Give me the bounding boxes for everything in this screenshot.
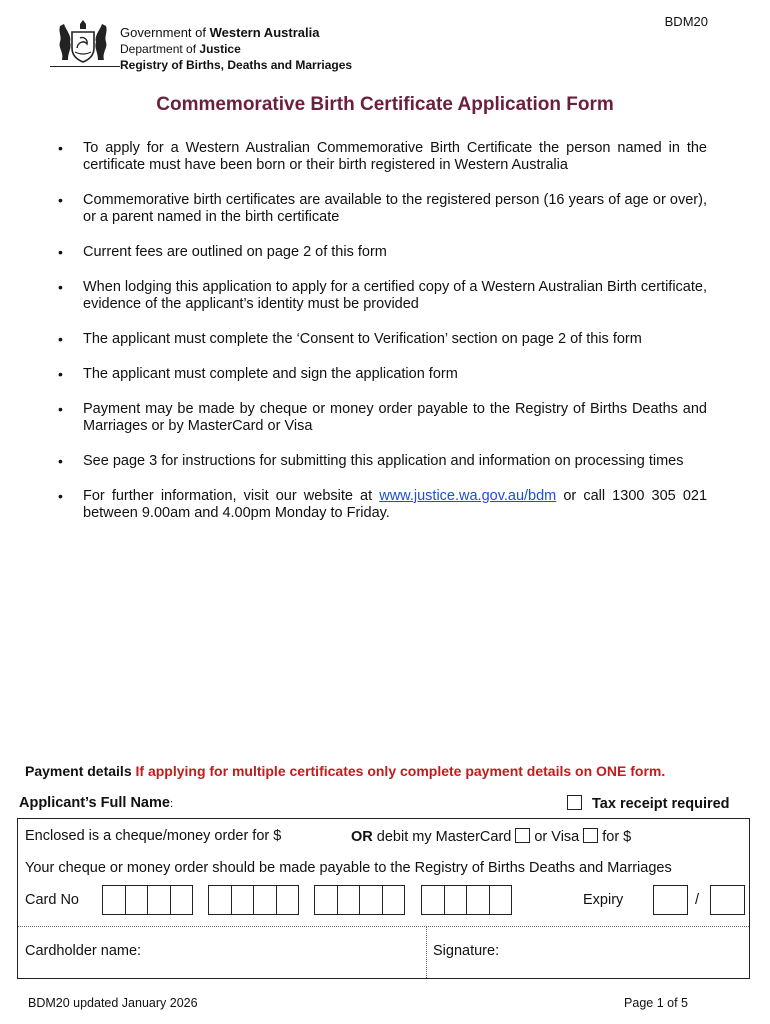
card-number-label: Card No xyxy=(25,892,79,908)
government-line: Government of Western Australia xyxy=(120,25,320,40)
expiry-separator: / xyxy=(695,892,700,908)
cheque-amount-label: Enclosed is a cheque/money order for $ xyxy=(25,828,282,844)
website-link[interactable]: www.justice.wa.gov.au/bdm xyxy=(379,488,557,504)
expiry-label: Expiry xyxy=(583,892,624,908)
expiry-month-field[interactable] xyxy=(653,885,688,915)
applicant-name-label: Applicant’s Full Name: xyxy=(19,795,173,811)
expiry-year-field[interactable] xyxy=(710,885,745,915)
coat-of-arms-icon xyxy=(50,18,116,68)
logo-underline xyxy=(50,66,120,67)
signature-label: Signature: xyxy=(433,943,500,959)
list-item: • Current fees are outlined on page 2 of this form xyxy=(55,244,707,261)
tax-receipt-label: Tax receipt required xyxy=(592,796,730,812)
list-item: • When lodging this application to apply for a certified copy of a Western Australian Birth certificate, evidence of the applicant’s identity must be provided xyxy=(55,279,707,313)
list-item: • Payment may be made by cheque or money order payable to the Registry of Births Deaths and Marriages or by MasterCard or Visa xyxy=(55,401,707,435)
list-item: • See page 3 for instructions for submitting this application and information on processing times xyxy=(55,453,707,470)
list-item: • Commemorative birth certificates are available to the registered person (16 years of age or over), or a parent named in the birth certificate xyxy=(55,192,707,226)
payment-divider xyxy=(18,926,749,927)
tax-receipt-row xyxy=(567,795,730,812)
department-line: Department of Justice xyxy=(120,42,241,56)
list-item: • The applicant must complete the ‘Consent to Verification’ section on page 2 of this form xyxy=(55,331,707,348)
payable-note: Your cheque or money order should be made payable to the Registry of Births Deaths and Marriages xyxy=(25,860,672,876)
form-code: BDM20 xyxy=(664,14,708,29)
state-name: Western Australia xyxy=(209,25,320,40)
department-name: Justice xyxy=(199,42,241,56)
payment-note: If applying for multiple certificates only complete payment details on ONE form. xyxy=(135,763,666,779)
instructions-list xyxy=(55,140,707,540)
registry-line: Registry of Births, Deaths and Marriages xyxy=(120,58,353,72)
card-number-group-1[interactable] xyxy=(102,885,193,915)
tax-receipt-checkbox[interactable] xyxy=(567,795,582,810)
list-item: • To apply for a Western Australian Commemorative Birth Certificate the person named in the certificate must have been born or their birth registered in Western Australia xyxy=(55,140,707,174)
list-item: • The applicant must complete and sign the application form xyxy=(55,366,707,383)
payment-vertical-divider xyxy=(426,926,427,978)
page-number: Page 1 of 5 xyxy=(624,996,688,1010)
list-item-website: • For further information, visit our website at www.justice.wa.gov.au/bdm or call 1300 305 021 between 9.00am and 4.00pm Monday to Friday. xyxy=(55,488,707,522)
card-number-group-3[interactable] xyxy=(314,885,405,915)
card-number-group-4[interactable] xyxy=(421,885,512,915)
card-debit-row: OR debit my MasterCard or Visa for $ xyxy=(351,829,632,845)
visa-checkbox[interactable] xyxy=(583,828,598,843)
cardholder-name-label: Cardholder name: xyxy=(25,943,142,959)
mastercard-checkbox[interactable] xyxy=(515,828,530,843)
footer-revision: BDM20 updated January 2026 xyxy=(28,996,198,1010)
page-title: Commemorative Birth Certificate Application Form xyxy=(156,94,614,115)
payment-heading: Payment details If applying for multiple certificates only complete payment details on ONE form. xyxy=(25,763,666,779)
card-number-group-2[interactable] xyxy=(208,885,299,915)
